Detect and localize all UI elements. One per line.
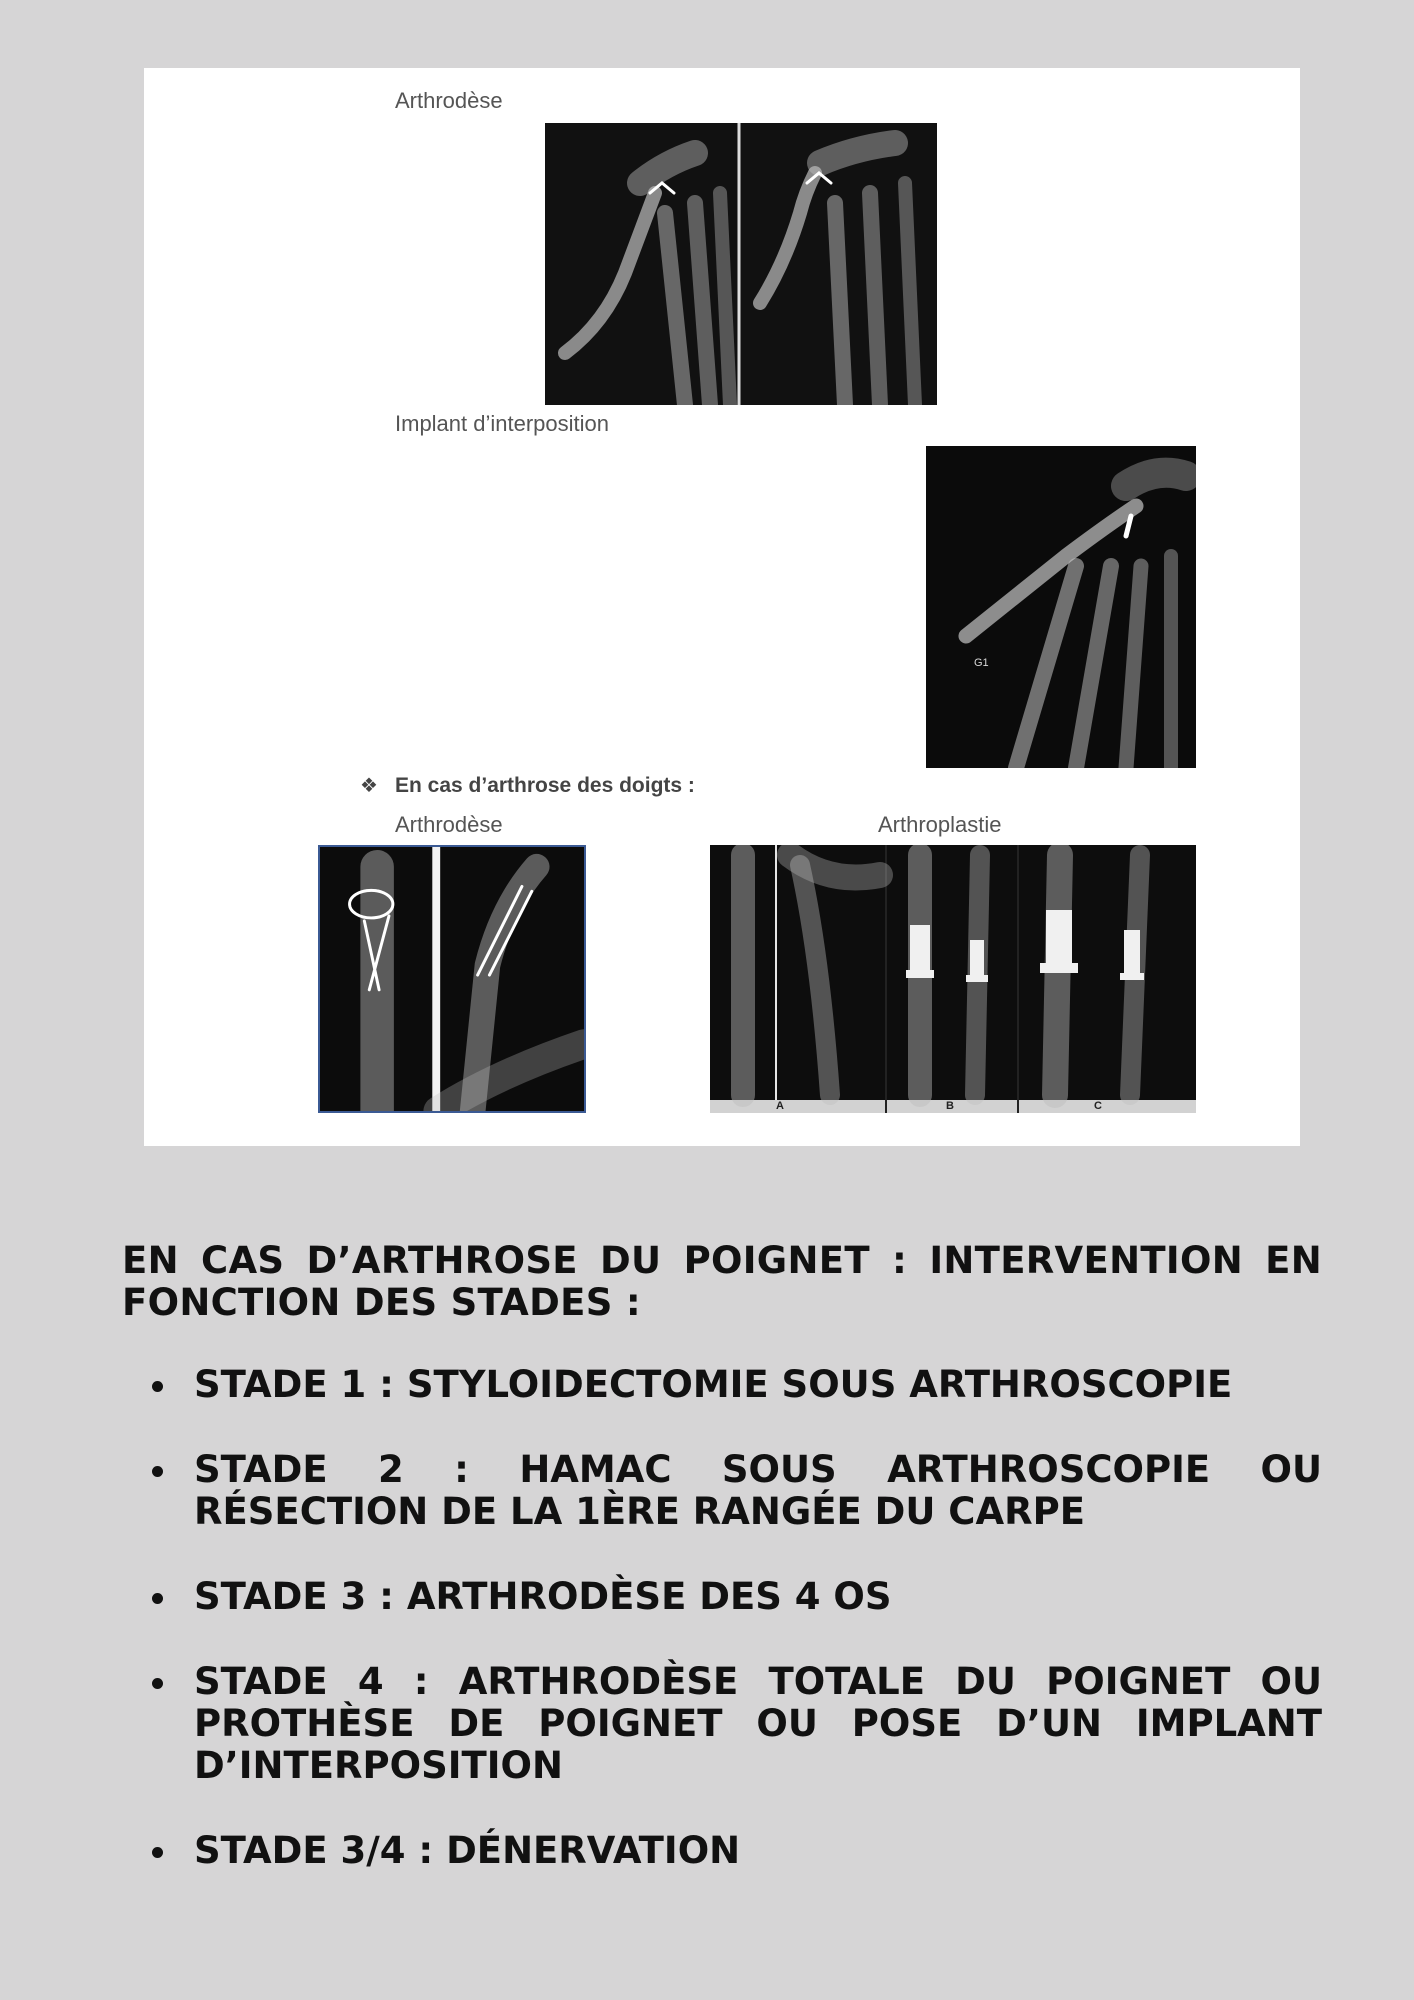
caption-implant-interposition: Implant d’interposition: [395, 411, 610, 436]
list-item: [122, 1830, 1322, 1872]
stage-text: STADE 3 : ARTHRODÈSE DES 4 OS: [194, 1575, 892, 1618]
stage-text: STADE 1 : STYLOIDECTOMIE SOUS ARTHROSCOPIE: [194, 1363, 1233, 1406]
xray-arthroplastie: [710, 845, 1196, 1113]
panel-label-a: A: [776, 1100, 784, 1112]
page-heading: EN CAS D’ARTHROSE DU POIGNET : INTERVENTION EN FONCTION DES STADES :: [122, 1239, 1322, 1324]
bullet-icon: [152, 1847, 163, 1858]
stage-text: STADE 3/4 : DÉNERVATION: [194, 1829, 741, 1872]
xray-label-g1: G1: [974, 657, 989, 669]
stages-text-block: [122, 1240, 1322, 1915]
caption-arthrodese-wrist: Arthrodèse: [395, 88, 503, 113]
stage-text: STADE 2 : HAMAC SOUS ARTHROSCOPIE OU RÉSECTION DE LA 1ÈRE RANGÉE DU CARPE: [194, 1448, 1322, 1533]
xray-arthrodese-thumb: [545, 123, 937, 405]
section-bullet-icon: ❖: [360, 773, 378, 797]
bullet-icon: [152, 1466, 163, 1477]
list-item: [122, 1449, 1322, 1533]
bullet-icon: [152, 1678, 163, 1689]
caption-arthroplastie: Arthroplastie: [878, 812, 1002, 837]
panel-label-b: B: [946, 1100, 954, 1112]
bullet-icon: [152, 1593, 163, 1604]
figure-sheet: [144, 68, 1300, 1146]
list-item: [122, 1576, 1322, 1618]
list-item: [122, 1364, 1322, 1406]
list-item: [122, 1661, 1322, 1787]
stage-text: STADE 4 : ARTHRODÈSE TOTALE DU POIGNET OU PROTHÈSE DE POIGNET OU POSE D’UN IMPLANT D’INTERPOSITION: [194, 1660, 1322, 1787]
section-fingers-title: En cas d’arthrose des doigts :: [395, 774, 695, 797]
caption-arthrodese-fingers: Arthrodèse: [395, 812, 503, 837]
panel-label-c: C: [1094, 1100, 1102, 1112]
bullet-icon: [152, 1381, 163, 1392]
xray-arthrodese-fingers: [318, 845, 586, 1113]
xray-implant-interposition: [926, 446, 1196, 768]
stages-list: [122, 1364, 1322, 1872]
